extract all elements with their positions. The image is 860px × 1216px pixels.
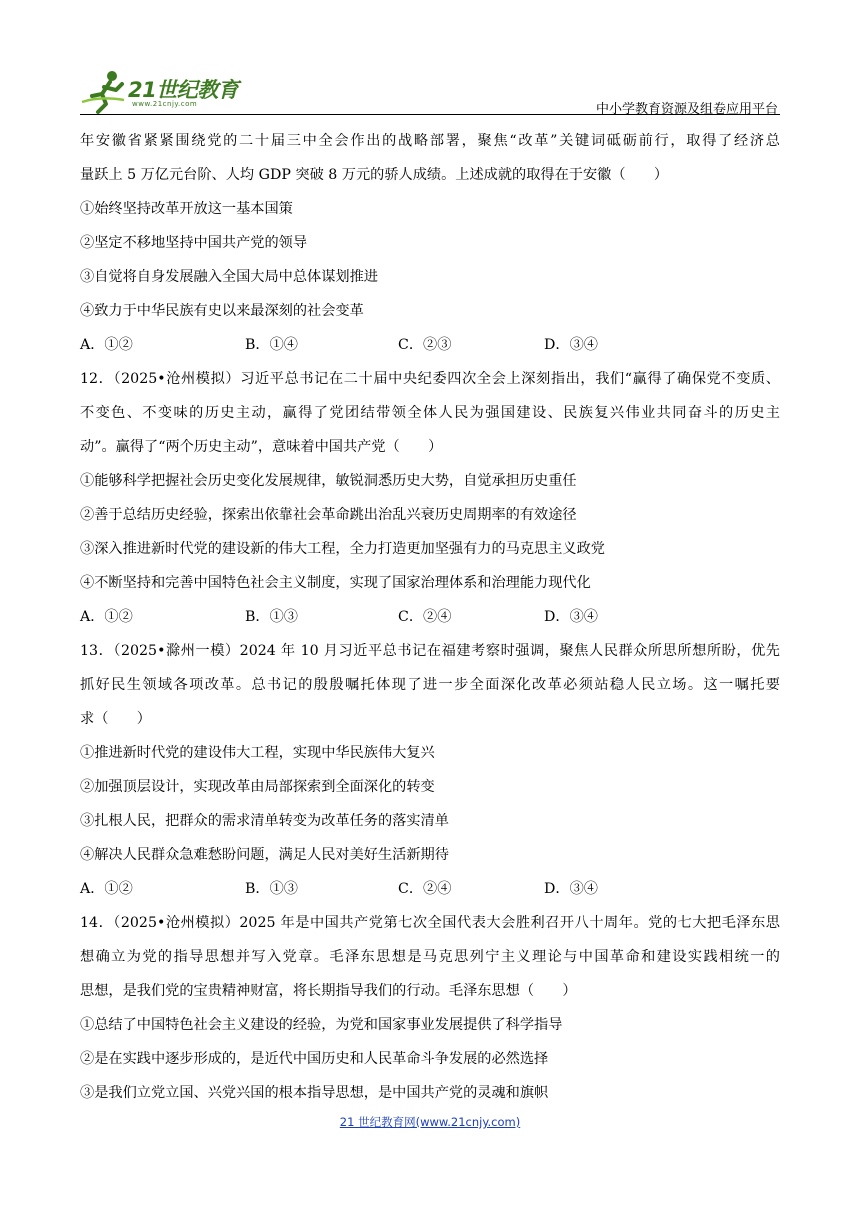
statement-item: ③自觉将自身发展融入全国大局中总体谋划推进 (80, 269, 378, 285)
statement-item: ②加强顶层设计，实现改革由局部探索到全面深化的转变 (80, 779, 435, 795)
question-stem-line: 年安徽省紧紧围绕党的二十届三中全会作出的战略部署，聚焦“改革”关键词砥砺前行，取得了经济总 (80, 133, 780, 149)
statement-item: ④不断坚持和完善中国特色社会主义制度，实现了国家治理体系和治理能力现代化 (80, 575, 591, 591)
answer-options (80, 328, 780, 362)
statement-item: ③是我们立党立国、兴党兴国的根本指导思想，是中国共产党的灵魂和旗帜 (80, 1085, 549, 1101)
question-11-block (80, 124, 780, 362)
question-stem-line: 想确立为党的指导思想并写入党章。毛泽东思想是马克思列宁主义理论与中国革命和建设实践相统一的 (80, 949, 780, 965)
page-header (80, 66, 780, 116)
statement-item: ②善于总结历史经验，探索出依靠社会革命跳出治乱兴衰历史周期率的有效途径 (80, 507, 577, 523)
option-c[interactable]: C．②④ (398, 881, 452, 897)
statement-item: ②坚定不移地坚持中国共产党的领导 (80, 235, 308, 251)
option-b[interactable]: B．①③ (245, 881, 298, 897)
option-c[interactable]: C．②④ (398, 609, 452, 625)
question-stem-line: 动”。赢得了“两个历史主动”，意味着中国共产党（ ） (80, 439, 443, 455)
header-divider (80, 114, 780, 115)
question-stem-line: 思想，是我们党的宝贵精神财富，将长期指导我们的行动。毛泽东思想（ ） (80, 983, 577, 999)
option-d[interactable]: D．③④ (544, 337, 598, 353)
question-14-block (80, 906, 780, 1110)
option-a[interactable]: A．①② (80, 337, 133, 353)
question-13-block (80, 634, 780, 906)
answer-options (80, 600, 780, 634)
question-stem-line: 14．（2025•沧州模拟）2025 年是中国共产党第七次全国代表大会胜利召开八十周年。党的七大把毛泽东思 (80, 915, 780, 931)
answer-options (80, 872, 780, 906)
option-a[interactable]: A．①② (80, 881, 133, 897)
question-stem-line: 求（ ） (80, 711, 151, 727)
footer-link[interactable]: 21 世纪教育网(www.21cnjy.com) (339, 1115, 521, 1129)
question-12-block (80, 362, 780, 634)
statement-item: ③扎根人民，把群众的需求清单转变为改革任务的落实清单 (80, 813, 449, 829)
logo-url: www.21cnjy.com (132, 100, 198, 108)
question-stem-line: 12．（2025•沧州模拟）习近平总书记在二十届中央纪委四次全会上深刻指出，我们“赢得了确保党不变质、 (80, 371, 780, 387)
site-logo[interactable] (80, 66, 280, 116)
logo-text: 21世纪教育 (128, 78, 239, 102)
option-c[interactable]: C．②③ (398, 337, 452, 353)
question-stem-line: 量跃上 5 万亿元台阶、人均 GDP 突破 8 万元的骄人成绩。上述成就的取得在于安徽（ ） (80, 167, 669, 183)
question-stem-line: 抓好民生领域各项改革。总书记的殷殷嘱托体现了进一步全面深化改革必须站稳人民立场。这一嘱托要 (80, 677, 780, 693)
statement-item: ①始终坚持改革开放这一基本国策 (80, 201, 293, 217)
statement-item: ①推进新时代党的建设伟大工程，实现中华民族伟大复兴 (80, 745, 435, 761)
option-b[interactable]: B．①④ (245, 337, 298, 353)
option-d[interactable]: D．③④ (544, 881, 598, 897)
statement-item: ①总结了中国特色社会主义建设的经验，为党和国家事业发展提供了科学指导 (80, 1017, 563, 1033)
runner-icon (80, 66, 130, 116)
question-content (80, 124, 780, 1110)
option-a[interactable]: A．①② (80, 609, 133, 625)
question-stem-line: 不变色、不变味的历史主动，赢得了党团结带领全体人民为强国建设、民族复兴伟业共同奋斗的历史主 (80, 405, 780, 421)
statement-item: ④解决人民群众急难愁盼问题，满足人民对美好生活新期待 (80, 847, 449, 863)
platform-title: 中小学教育资源及组卷应用平台 (595, 102, 778, 117)
statement-item: ②是在实践中逐步形成的，是近代中国历史和人民革命斗争发展的必然选择 (80, 1051, 549, 1067)
statement-item: ③深入推进新时代党的建设新的伟大工程，全力打造更加坚强有力的马克思主义政党 (80, 541, 605, 557)
option-b[interactable]: B．①③ (245, 609, 298, 625)
statement-item: ④致力于中华民族有史以来最深刻的社会变革 (80, 303, 364, 319)
statement-item: ①能够科学把握社会历史变化发展规律，敏锐洞悉历史大势，自觉承担历史重任 (80, 473, 577, 489)
option-d[interactable]: D．③④ (544, 609, 598, 625)
question-stem-line: 13．（2025•滁州一模）2024 年 10 月习近平总书记在福建考察时强调，聚焦人民群众所思所想所盼，优先 (80, 643, 780, 659)
